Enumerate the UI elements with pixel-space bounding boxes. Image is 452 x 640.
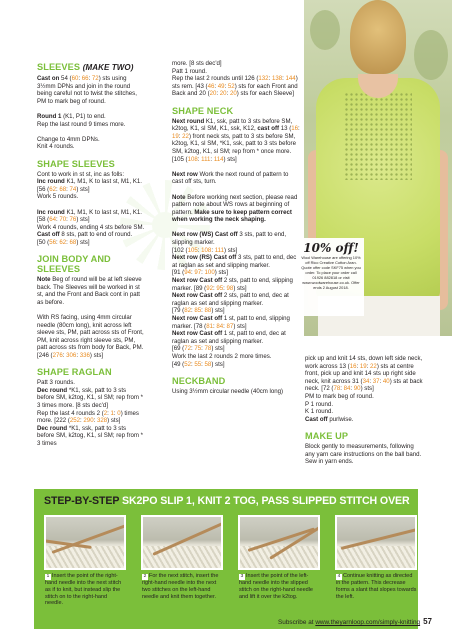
round-1-paragraph: Round 1 (K1, P1) to end. Rep the last round 9 times more. bbox=[37, 112, 126, 128]
join-note-paragraph: Note Beg of round will be at left sleeve back. The Sleeves will be worked in st st, and the Front and Back cont in patt as before. bbox=[37, 276, 142, 306]
column-2 bbox=[172, 60, 300, 403]
step-3-text: 3 Insert the point of the left-hand needle into the slipped stitch on the right-hand needle and lift it over the k2tog. bbox=[239, 573, 313, 600]
neckband-heading: NECKBAND bbox=[172, 375, 226, 386]
step-4 bbox=[335, 515, 417, 600]
rs-facing-paragraph: With RS facing, using 4mm circular needle (80cm long), knit across left sleeve sts, PM, patt across sts of Front, PM, knit across right sleeve sts, PM, patt across sts from body for Back, PM. [246 (276: 306: 336) sts] bbox=[37, 314, 144, 359]
neckband-continued-paragraph: pick up and knit 14 sts, down left side neck, work across 13 (16: 19: 22) sts at centre front, pick up and knit 14 sts up right side neck, knit across 31 (34: 37: 40) sts at back neck. [72 (78: 84: 90) sts] PM to mark beg of round. P 1 round. K 1 round. Cast off purlwise. bbox=[305, 355, 423, 423]
ws-note-paragraph: Note Before working next section, please read pattern note about WS rows at beginning of pattern. Make sure to keep pattern correct when working the neck shaping. bbox=[172, 193, 298, 224]
next-row-paragraph: Next row Work the next round of pattern to cast off sts, turn. bbox=[172, 170, 289, 186]
change-needles-paragraph: Change to 4mm DPNs. Knit 4 rounds. bbox=[37, 135, 100, 151]
step-2-text: 2 For the next stitch, insert the right-hand needle into the next two stitches on the left-hand needle and knit them together. bbox=[142, 573, 219, 600]
subscribe-link[interactable]: www.theyarnloop.com/simply-knitting bbox=[315, 619, 421, 626]
make-up-paragraph: Block gently to measurements, following any yarn care instructions on the ball band. Sew in yarn ends. bbox=[305, 442, 422, 466]
inc-round-paragraph: Inc round K1, M1, K to last st, M1, K1. [58 (64: 70: 76) sts] Work 4 rounds, ending 4 sts before SM. Cast off 8 sts, patt to end of round. [50 (56: 62: 68) sts] bbox=[37, 208, 145, 246]
column-3 bbox=[305, 355, 425, 473]
step-4-photo bbox=[335, 515, 417, 570]
cast-on-paragraph: Cast on 54 (60: 66: 72) sts using 3½mm DPNs and join in the round being careful not to twist the stitches, PM to mark beg of round. bbox=[37, 75, 137, 105]
step-by-step-panel bbox=[34, 489, 421, 629]
step-by-step-title: STEP-BY-STEP SK2PO SLIP 1, KNIT 2 TOG, PASS SLIPPED STITCH OVER bbox=[44, 495, 410, 507]
shape-sleeves-heading: SHAPE SLEEVES bbox=[37, 158, 115, 169]
neck-rows-paragraph: Next row (WS) Cast off 3 sts, patt to end, slipping marker. [102 (105: 108: 111) sts] Next row (RS) Cast off 3 sts, patt to end, dec at raglan as set and slipping marker. [91 (94: 97: 100) sts] Next row Cast off 2 sts, patt to end, slipping marker. [89 (92: 95: 98) sts] Next row Cast off 2 sts, patt to end, dec at raglan as set and slipping marker. [79 (82: 85: 88) sts] Next row Cast off 1 st, patt to end, slipping marker. [78 (81: 84: 87) sts] Next row Cast off 1 st, patt to end, dec at raglan as set and slipping marker. [69 (72: 75: 78) sts] Work the last 2 rounds 2 more times. [49 (52: 55: 58) sts] bbox=[172, 231, 297, 368]
shape-neck-heading: SHAPE NECK bbox=[172, 105, 234, 116]
join-body-heading: JOIN BODY AND SLEEVES bbox=[37, 254, 111, 275]
offer-badge bbox=[298, 238, 364, 316]
page-footer bbox=[278, 618, 432, 627]
step-4-text: 4 Continue knitting as directed in the pattern. This decrease forms a slant that slopes towards the left. bbox=[336, 573, 417, 600]
shape-raglan-heading: SHAPE RAGLAN bbox=[37, 367, 112, 378]
raglan-continued-paragraph: more. [8 sts dec'd] Patt 1 round. Rep the last 2 rounds until 126 (132: 138: 144) sts rem. [43 (46: 49: 52) sts for each Front and Back and 20 (20: 20: 20) sts for each Sleeve] bbox=[172, 60, 298, 98]
offer-title: 10% off! bbox=[303, 241, 359, 255]
offer-text: Wool Warehouse are offering 10% off Rico Creative Cotton Aran. Quote offer code SKF75 when you order. To place your order call 01926 882818 or visit www.woolwarehouse.co.uk. Offer ends 2 August 2018. bbox=[301, 255, 361, 290]
foliage-shape bbox=[310, 10, 340, 50]
step-3 bbox=[238, 515, 320, 600]
raglan-paragraph: Patt 3 rounds. Dec round *K1, ssk, patt to 3 sts before SM, k2tog, K1, sl SM; rep from * 3 times more. [8 sts dec'd] Rep the last 4 rounds 2 (2: 1: 0) times more. [222 (252: 290: 328) sts] Dec round *K1, ssk, patt to 3 sts before SM, k2tog, K1, sl SM; rep from * 3 times bbox=[37, 379, 144, 447]
column-1 bbox=[37, 60, 145, 455]
step-1-photo bbox=[44, 515, 126, 570]
shape-neck-paragraph: Next round K1, ssk, patt to 3 sts before SM, k2tog, K1, sl SM, K1, ssk, K12, cast off 13 (16: 19: 22) front neck sts, patt to 3 sts before SM, k2tog, K1, sl SM, *K1, ssk, patt to 3 sts before SM, k2tog, K1, sl SM; rep from * once more. [105 (108: 111: 114) sts] bbox=[172, 117, 300, 163]
eyelet-yoke-pattern bbox=[344, 92, 412, 180]
step-2-photo bbox=[141, 515, 223, 570]
step-3-photo bbox=[238, 515, 320, 570]
model-hair bbox=[350, 0, 406, 74]
shape-sleeves-paragraph: Cont to work in st st, inc as folls: Inc round K1, M1, K to last st, M1, K1. [56 (62: 68: 74) sts] Work 5 rounds. bbox=[37, 170, 142, 201]
make-up-heading: MAKE UP bbox=[305, 430, 349, 441]
step-2 bbox=[141, 515, 223, 600]
step-1 bbox=[44, 515, 126, 607]
foliage-shape bbox=[414, 30, 448, 80]
step-1-text: 1 Insert the point of the right-hand needle into the next stitch as if to knit, but instead slip the stitch on to the right-hand needle. bbox=[45, 573, 122, 607]
neckband-paragraph: Using 3½mm circular needle (40cm long) bbox=[172, 387, 284, 395]
footer-prefix: Subscribe at bbox=[278, 619, 316, 626]
sleeves-heading: SLEEVES (MAKE TWO) bbox=[37, 62, 134, 72]
page-number: 57 bbox=[423, 617, 432, 626]
